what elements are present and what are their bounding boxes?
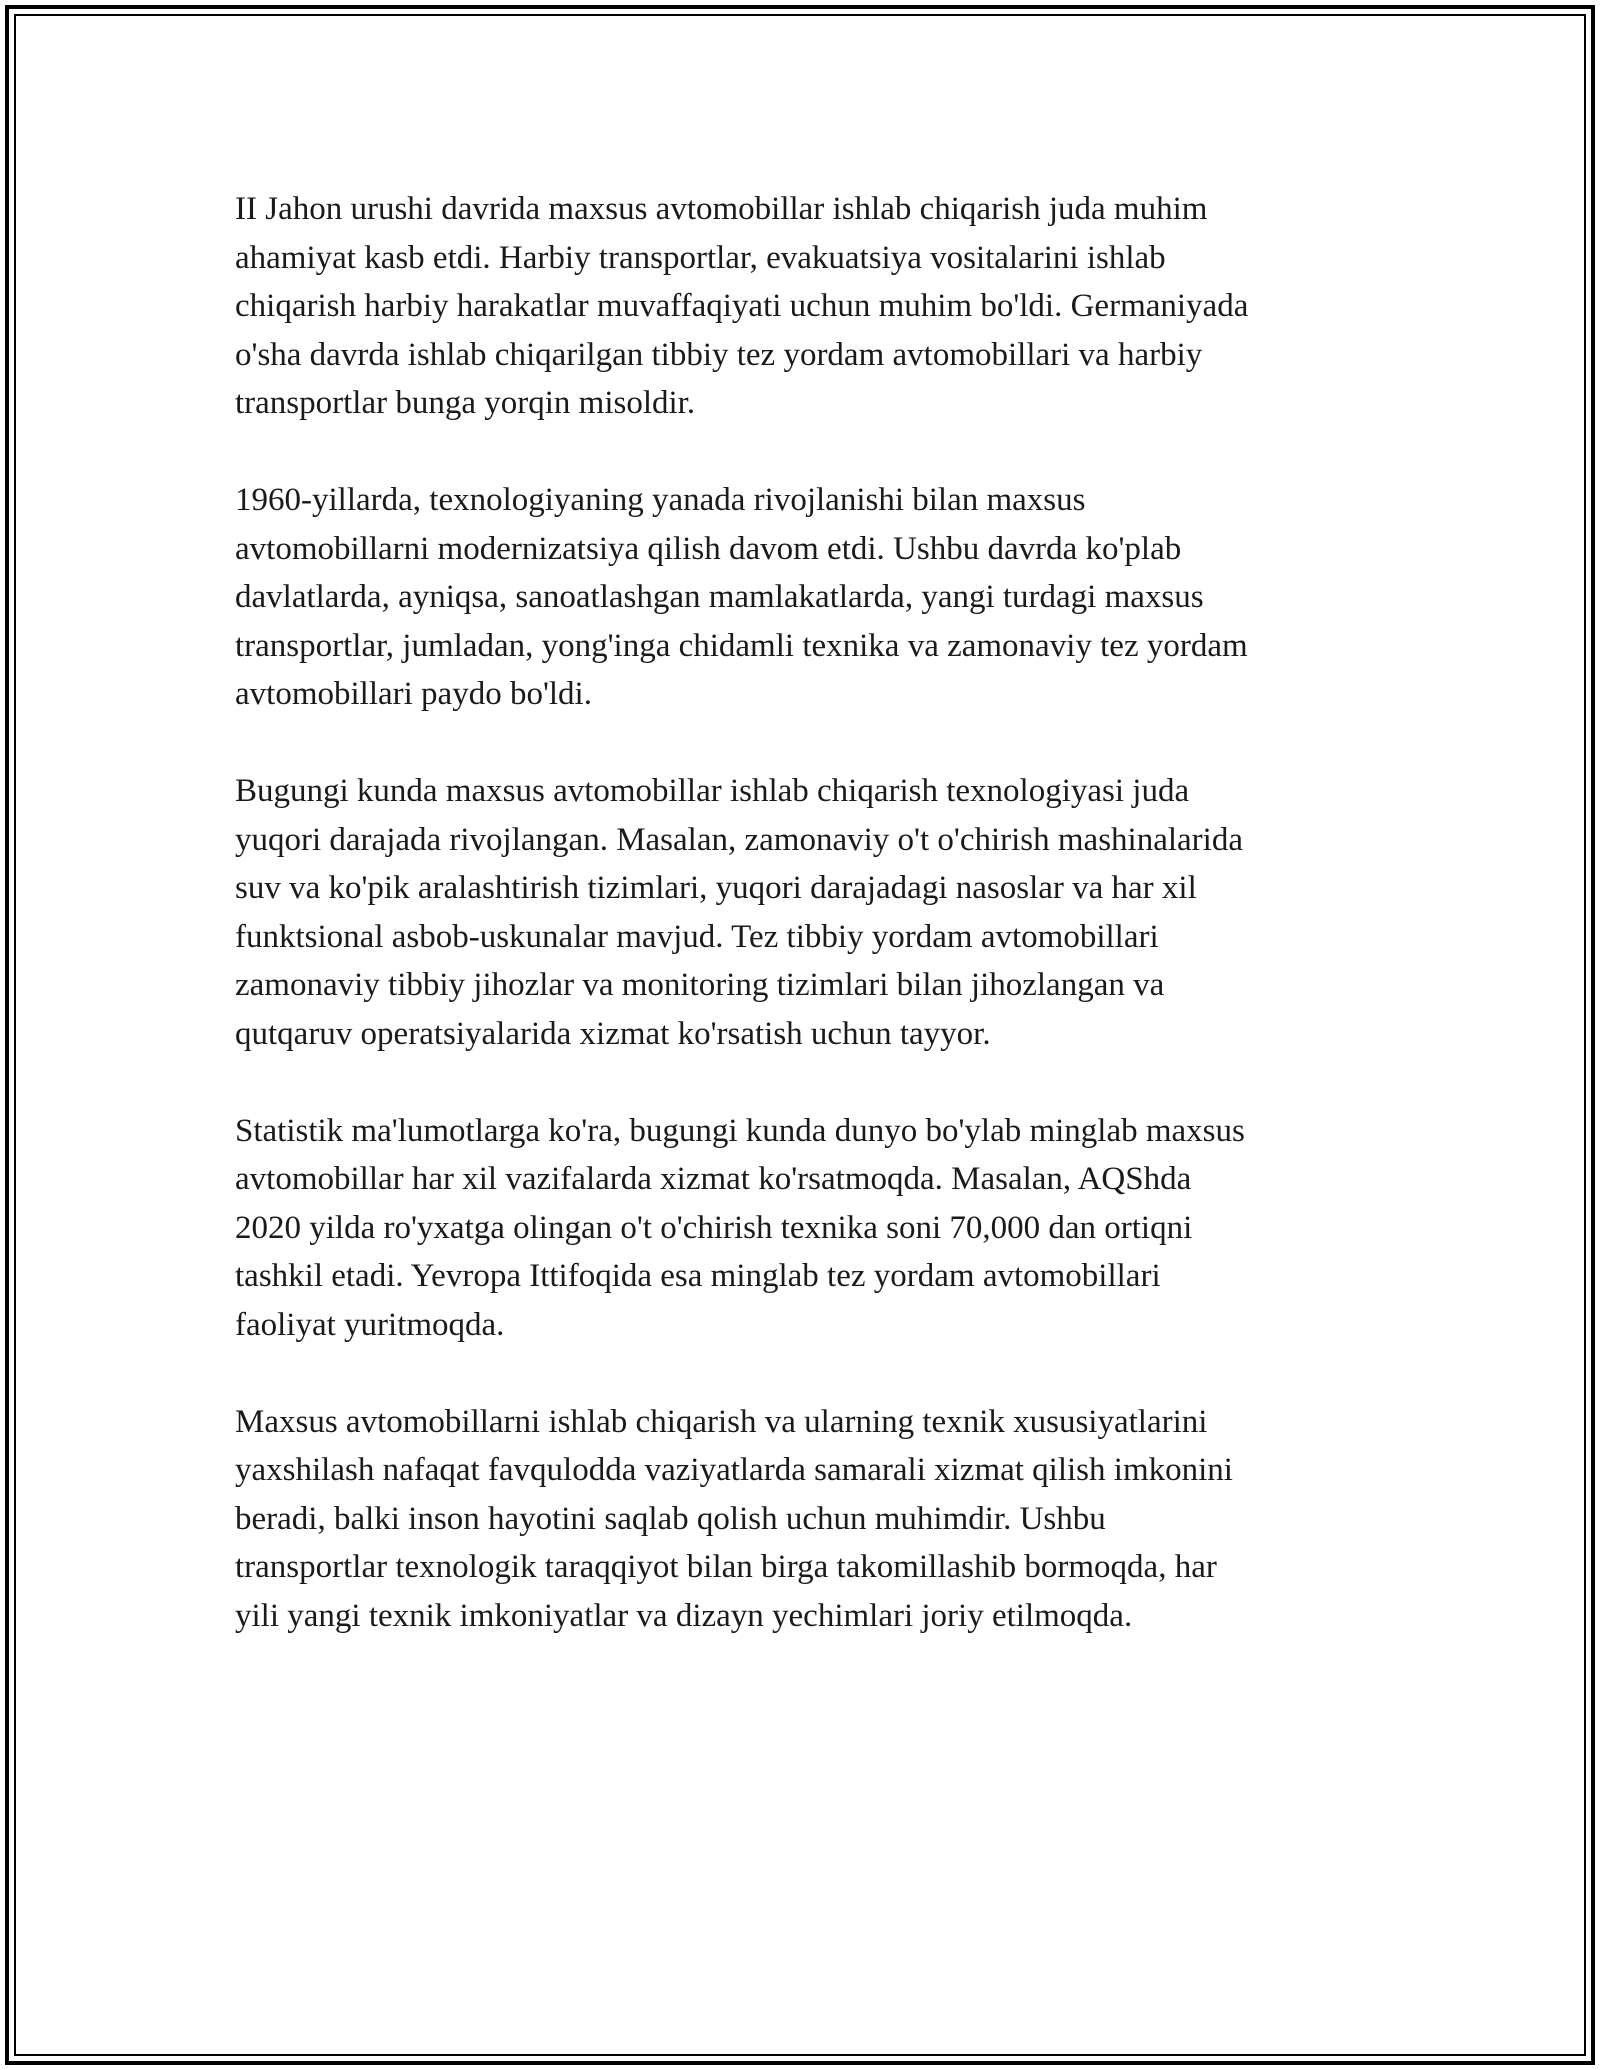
paragraph-statistics: Statistik ma'lumotlarga ko'ra, bugungi kunda dunyo bo'ylab minglab maxsus avtomobillar har xil vazifalarda xizmat ko'rsatmoqda. Masalan, AQShda 2020 yilda ro'yxatga olingan o't o'chirish texnika soni 70,000 dan ortiqni tashkil etadi. Yevropa Ittifoqida esa minglab tez yordam avtomobillari faoliyat yuritmoqda. (235, 1112, 1245, 1343)
document-body (235, 185, 1375, 1689)
paragraph-1960s: 1960-yillarda, texnologiyaning yanada rivojlanishi bilan maxsus avtomobillarni modernizatsiya qilish davom etdi. Ushbu davrda ko'plab davlatlarda, ayniqsa, sanoatlashgan mamlakatlarda, yangi turdagi maxsus transportlar, jumladan, yong'inga chidamli texnika va zamonaviy tez yordam avtomobillari paydo bo'ldi. (235, 482, 1248, 712)
paragraph-conclusion: Maxsus avtomobillarni ishlab chiqarish va ularning texnik xususiyatlarini yaxshilash nafaqat favqulodda vaziyatlarda samarali xizmat qilish imkonini beradi, balki inson hayotini saqlab qolish uchun muhimdir. Ushbu transportlar texnologik taraqqiyot bilan birga takomillashib bormoqda, har yili yangi texnik imkoniyatlar va dizayn yechimlari joriy etilmoqda. (235, 1403, 1233, 1634)
paragraph-modern-technology: Bugungi kunda maxsus avtomobillar ishlab chiqarish texnologiyasi juda yuqori darajada rivojlangan. Masalan, zamonaviy o't o'chirish mashinalarida suv va ko'pik aralashtirish tizimlari, yuqori darajadagi nasoslar va har xil funktsional asbob-uskunalar mavjud. Tez tibbiy yordam avtomobillari zamonaviy tibbiy jihozlar va monitoring tizimlari bilan jihozlangan va qutqaruv operatsiyalarida xizmat ko'rsatish uchun tayyor. (235, 773, 1243, 1052)
paragraph-ww2: II Jahon urushi davrida maxsus avtomobillar ishlab chiqarish juda muhim ahamiyat kasb etdi. Harbiy transportlar, evakuatsiya vositalarini ishlab chiqarish harbiy harakatlar muvaffaqiyati uchun muhim bo'ldi. Germaniyada o'sha davrda ishlab chiqarilgan tibbiy tez yordam avtomobillari va harbiy transportlar bunga yorqin misoldir. (235, 191, 1249, 421)
